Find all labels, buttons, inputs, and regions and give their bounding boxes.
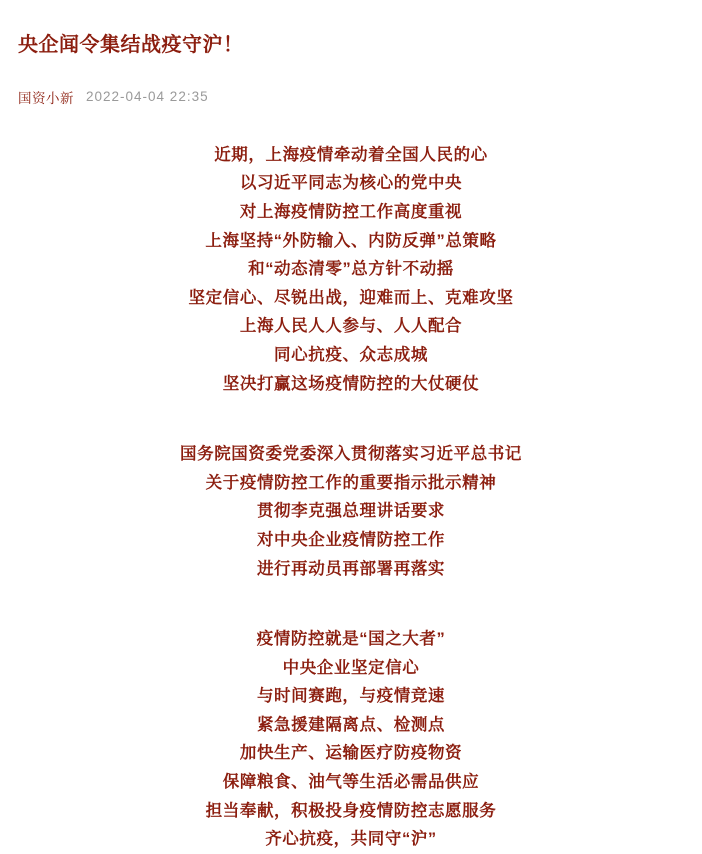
stanza — [0, 625, 702, 854]
verse-line: 国务院国资委党委深入贯彻落实习近平总书记 — [180, 445, 522, 464]
verse-line: 紧急援建隔离点、检测点 — [256, 715, 446, 734]
verse-line: 同心抗疫、众志成城 — [274, 345, 428, 364]
verse-line: 齐心抗疫，共同守“沪” — [265, 830, 437, 849]
verse-line: 保障粮食、油气等生活必需品供应 — [222, 773, 480, 792]
verse-line: 进行再动员再部署再落实 — [256, 559, 446, 578]
verse-line: 近期，上海疫情牵动着全国人民的心 — [214, 145, 488, 164]
verse-line: 担当奉献，积极投身疫情防控志愿服务 — [205, 801, 497, 820]
verse-line: 坚决打赢这场疫情防控的大仗硬仗 — [222, 374, 480, 393]
page-title: 央企闻令集结战疫守沪！ — [18, 34, 244, 57]
verse-line: 上海人民人人参与、人人配合 — [239, 317, 463, 336]
verse-line: 对上海疫情防控工作高度重视 — [239, 202, 463, 221]
verse-line: 对中央企业疫情防控工作 — [256, 530, 446, 549]
article-author[interactable]: 国资小新 — [18, 90, 74, 106]
stanza — [0, 440, 702, 583]
verse-line: 关于疫情防控工作的重要指示批示精神 — [205, 473, 497, 492]
verse-line: 上海坚持“外防输入、内防反弹”总策略 — [205, 231, 497, 250]
verse-line: 与时间赛跑，与疫情竞速 — [256, 687, 446, 706]
verse-line: 坚定信心、尽锐出战，迎难而上、克难攻坚 — [188, 288, 514, 307]
verse-line: 中央企业坚定信心 — [282, 658, 420, 677]
article-timestamp: 2022-04-04 22:35 — [86, 89, 209, 105]
article-meta — [0, 73, 702, 107]
verse-line: 以习近平同志为核心的党中央 — [239, 174, 463, 193]
stanza — [0, 141, 702, 398]
verse-line: 贯彻李克强总理讲话要求 — [256, 502, 446, 521]
verse-line: 疫情防控就是“国之大者” — [256, 630, 446, 649]
article-page — [0, 13, 702, 849]
verse-line: 和“动态清零”总方针不动摇 — [248, 260, 454, 279]
article-body — [0, 107, 702, 854]
verse-line: 加快生产、运输医疗防疫物资 — [239, 744, 463, 763]
